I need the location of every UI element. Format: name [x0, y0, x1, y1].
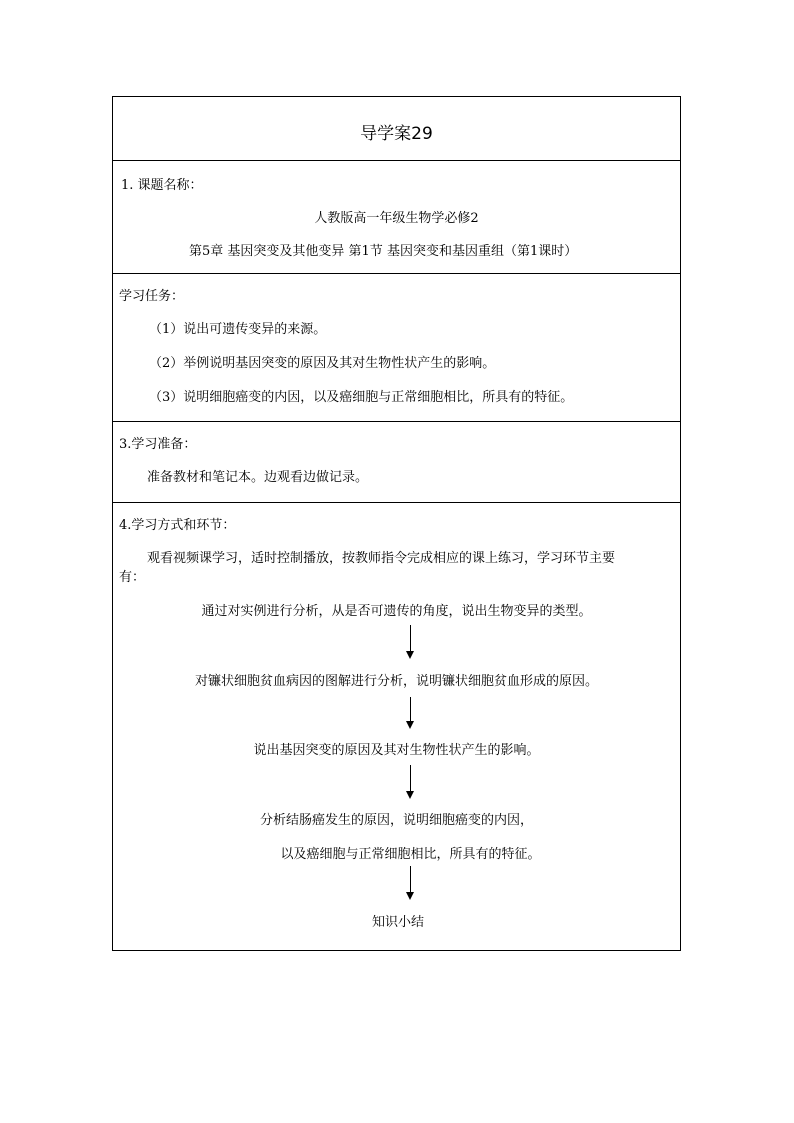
flow-arrow: [410, 866, 411, 898]
flow-arrow: [410, 765, 411, 797]
task-item: （2）举例说明基因突变的原因及其对生物性状产生的影响。: [149, 356, 496, 371]
prep-text: 准备教材和笔记本。边观看边做记录。: [147, 470, 369, 485]
page-title: 导学案29: [360, 124, 433, 144]
method-section: [113, 502, 680, 950]
topic-section: [113, 160, 680, 273]
method-intro: 观看视频课学习，适时控制播放，按教师指令完成相应的课上练习，学习环节主要: [147, 551, 616, 566]
flow-step: 通过对实例进行分析，从是否可遗传的角度，说出生物变异的类型。: [201, 604, 592, 619]
lesson-plan-table: [112, 96, 681, 951]
flow-arrow: [410, 697, 411, 727]
prep-section: [113, 421, 680, 502]
flow-step: 分析结肠癌发生的原因，说明细胞癌变的内因，: [259, 813, 533, 828]
method-intro-cont: 有：: [119, 570, 146, 585]
tasks-label: 学习任务：: [119, 289, 185, 304]
prep-label: 3.学习准备：: [119, 437, 197, 452]
task-item: （3）说明细胞癌变的内因，以及癌细胞与正常细胞相比，所具有的特征。: [149, 390, 574, 405]
flow-step: 对镰状细胞贫血病因的图解进行分析，说明镰状细胞贫血形成的原因。: [194, 674, 598, 689]
method-label: 4.学习方式和环节：: [119, 518, 236, 533]
topic-course: 人教版高一年级生物学必修2: [314, 211, 479, 226]
topic-chapter: 第5章 基因突变及其他变异 第1节 基因突变和基因重组（第1课时）: [189, 244, 578, 259]
flow-step-summary: 知识小结: [371, 915, 424, 930]
topic-label: 1. 课题名称：: [121, 178, 203, 193]
flow-arrow: [410, 625, 411, 657]
title-row: [113, 97, 680, 160]
tasks-section: [113, 273, 680, 421]
flow-step: 说出基因突变的原因及其对生物性状产生的影响。: [253, 743, 540, 758]
task-item: （1）说出可遗传变异的来源。: [149, 322, 327, 337]
flow-step: 以及癌细胞与正常细胞相比，所具有的特征。: [280, 847, 541, 862]
